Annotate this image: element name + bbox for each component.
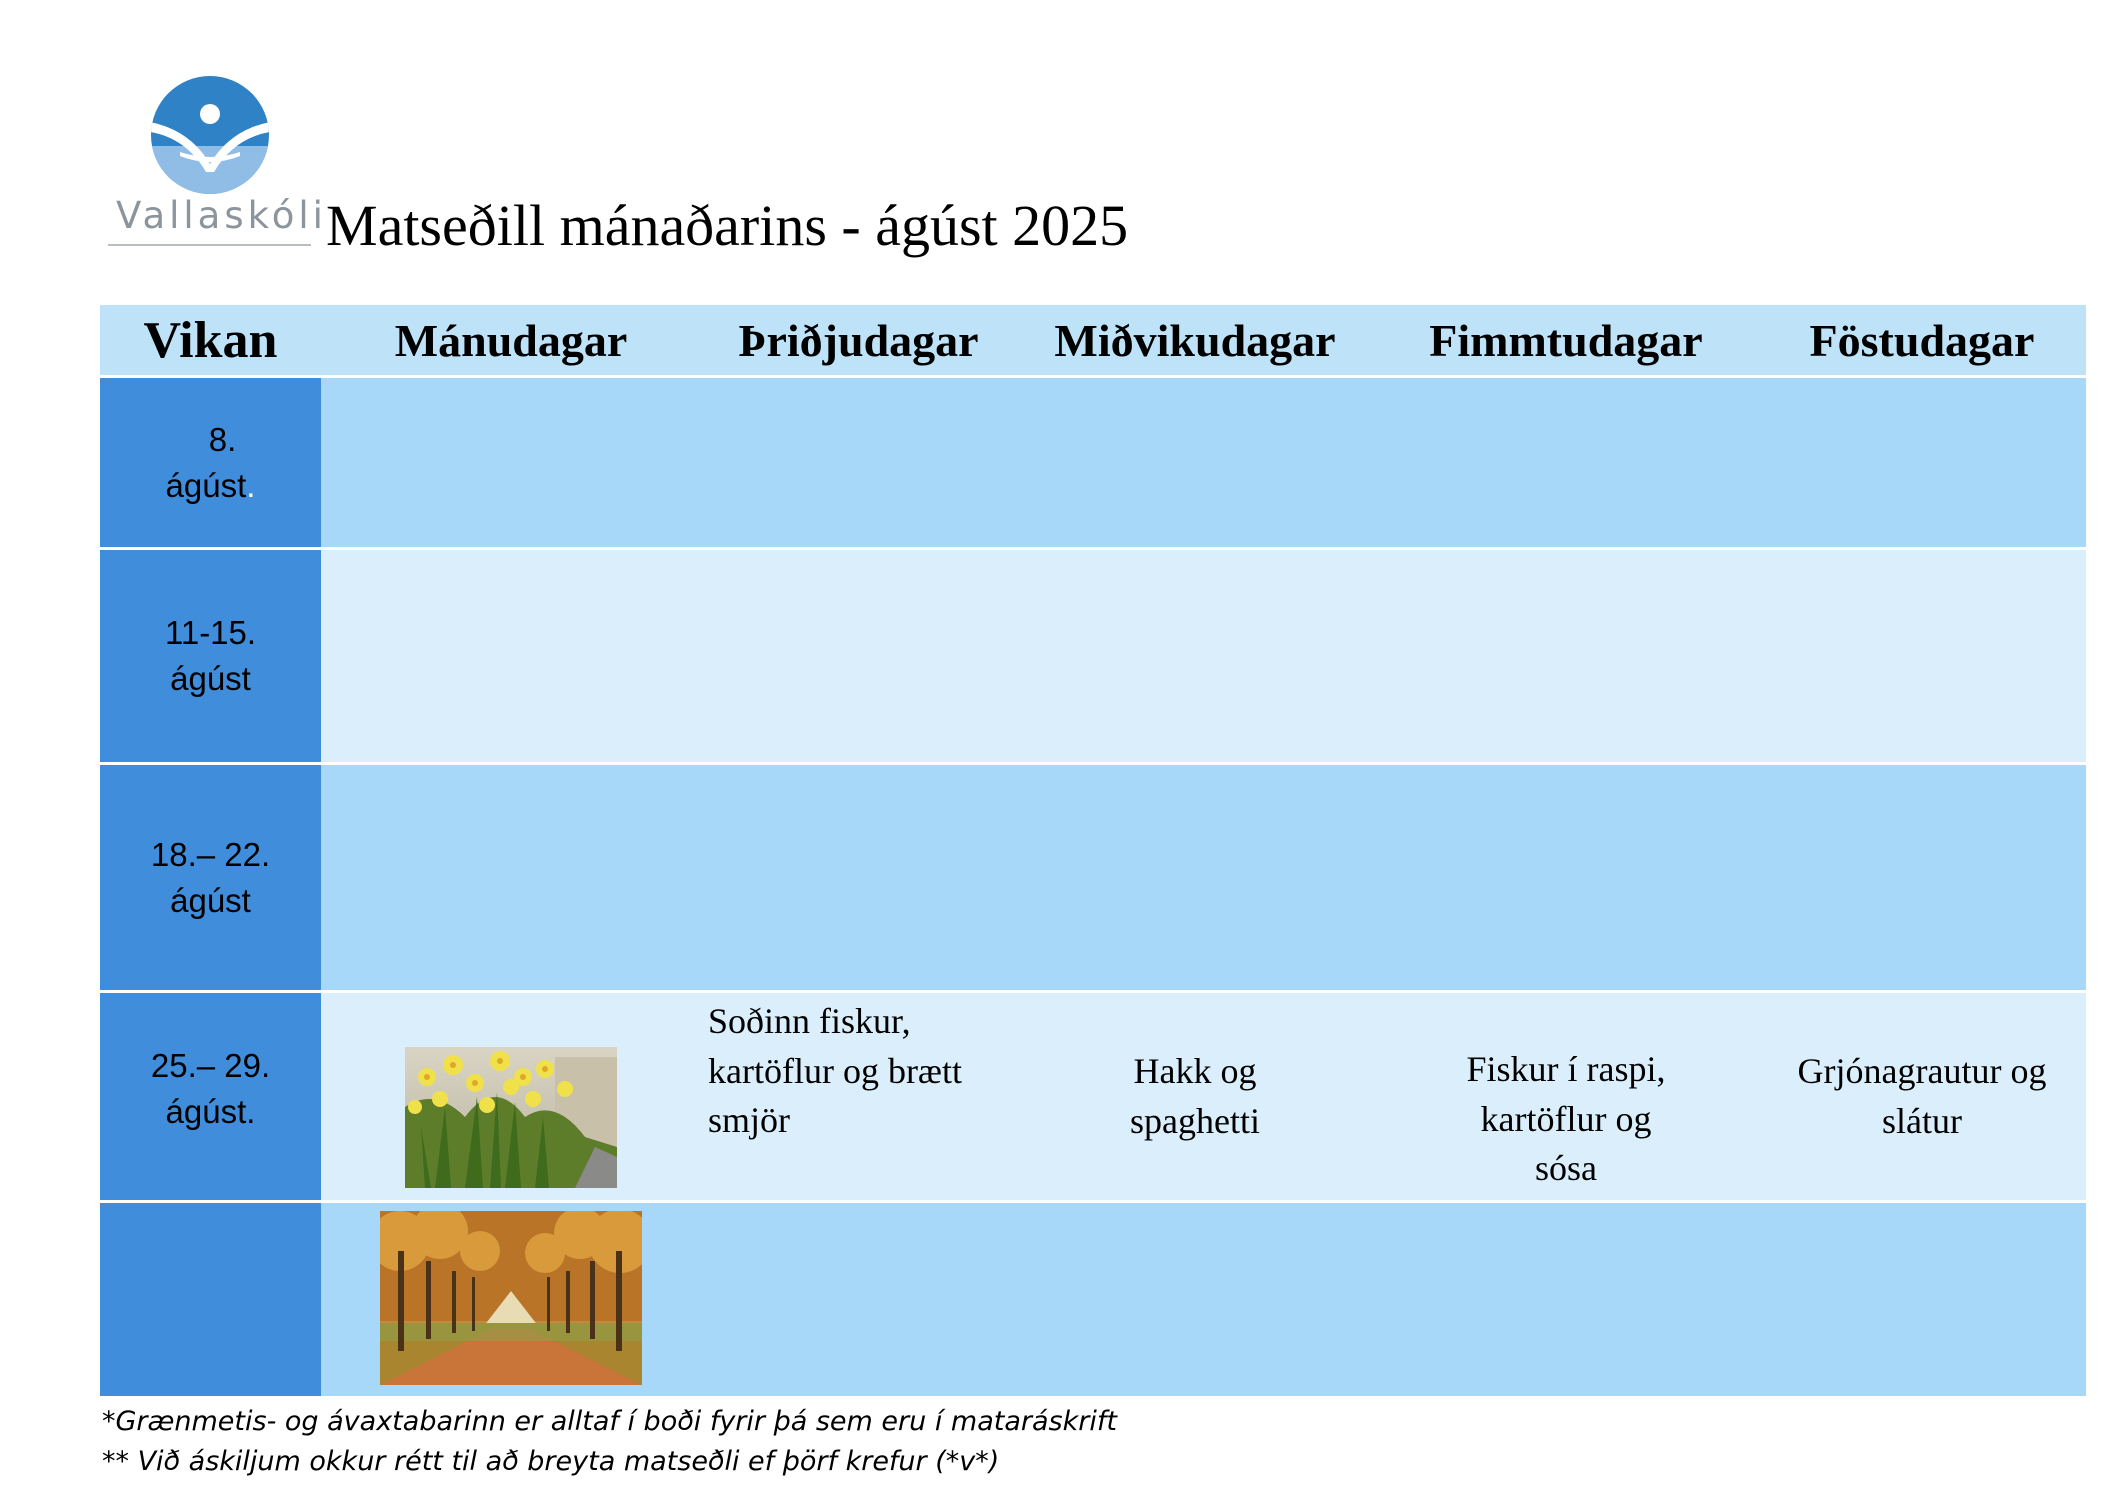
meal-cell (1758, 765, 2086, 990)
meal-cell (1374, 378, 1758, 547)
daffodils-photo (405, 1047, 617, 1188)
footnote-2: ** Við áskiljum okkur rétt til að breyta matseðli ef þörf krefur (*v*) (102, 1446, 1000, 1477)
header-tuesday: Þriðjudagar (738, 314, 979, 366)
week-label-line: 18.– 22. (150, 835, 271, 873)
week-label-line: 11-15. (164, 614, 257, 652)
meal-cell-friday (1758, 993, 2086, 1200)
meal-text-line: kartöflur og brætt (708, 1050, 962, 1091)
meal-text-line: smjör (708, 1100, 791, 1141)
week-label (100, 550, 321, 762)
meal-cell (1758, 550, 2086, 762)
meal-cell (1374, 1203, 1758, 1396)
menu-table (100, 305, 2086, 1396)
page-title: Matseðill mánaðarins - ágúst 2025 (326, 193, 1129, 258)
meal-cell-thursday (1374, 993, 1758, 1200)
week-label (100, 765, 321, 990)
meal-text-line: Hakk og (1133, 1050, 1257, 1091)
meal-cell (1016, 378, 1374, 547)
header-thursday: Fimmtudagar (1429, 314, 1703, 366)
meal-cell (1374, 765, 1758, 990)
meal-cell (701, 550, 1016, 762)
header-monday: Mánudagar (394, 314, 628, 366)
header-row (100, 305, 2086, 378)
meal-cell-monday (321, 1203, 701, 1396)
week-label-line: ágúst (170, 881, 251, 919)
meal-text-line: kartöflur og (1480, 1098, 1652, 1139)
week-label-line: 25.– 29. (150, 1047, 271, 1084)
footnote-1: *Grænmetis- og ávaxtabarinn er alltaf í boði fyrir þá sem eru í mataráskrift (102, 1406, 1117, 1437)
meal-text-line: sósa (1534, 1148, 1597, 1189)
school-name: Vallaskóli (116, 194, 327, 237)
meal-cell (1758, 378, 2086, 547)
meal-text-line: spaghetti (1130, 1100, 1260, 1141)
meal-cell (1016, 1203, 1374, 1396)
school-logo (104, 72, 327, 252)
meal-text-line: Fiskur í raspi, (1466, 1049, 1666, 1089)
week-row-3 (100, 765, 2086, 993)
week-label-dot: . (246, 466, 256, 504)
meal-cell (1374, 550, 1758, 762)
meal-cell (701, 1203, 1016, 1396)
meal-cell-wednesday (1016, 993, 1374, 1200)
meal-cell (321, 765, 701, 990)
week-row-4 (100, 993, 2086, 1203)
week-label-line: 8. (208, 420, 237, 458)
meal-cell (321, 378, 701, 547)
header-friday: Föstudagar (1809, 314, 2035, 366)
meal-text-line: Soðinn fiskur, (708, 1001, 911, 1041)
week-label-line: ágúst. (165, 1092, 256, 1130)
header-week: Vikan (143, 311, 278, 369)
meal-cell (701, 378, 1016, 547)
school-emblem-icon (150, 76, 270, 194)
meal-text-line: Grjónagrautur og (1797, 1050, 2047, 1091)
meal-cell (1016, 765, 1374, 990)
meal-cell (321, 550, 701, 762)
week-label-line: ágúst (170, 660, 251, 697)
autumn-tree-avenue-photo (380, 1211, 642, 1385)
meal-cell-monday (321, 993, 701, 1200)
meal-cell (1016, 550, 1374, 762)
week-row-5 (100, 1203, 2086, 1396)
week-label (100, 993, 321, 1200)
week-row-1 (100, 378, 2086, 550)
header-wednesday: Miðvikudagar (1054, 314, 1336, 366)
meal-cell (701, 765, 1016, 990)
meal-text-line: slátur (1882, 1100, 1962, 1141)
meal-cell-tuesday (701, 993, 1016, 1200)
week-label (100, 378, 321, 547)
meal-cell (1758, 1203, 2086, 1396)
footnotes (102, 1402, 1117, 1482)
week-row-2 (100, 550, 2086, 765)
week-label-line: ágúst (165, 466, 247, 504)
week-label (100, 1203, 321, 1396)
logo-underline (108, 244, 311, 246)
